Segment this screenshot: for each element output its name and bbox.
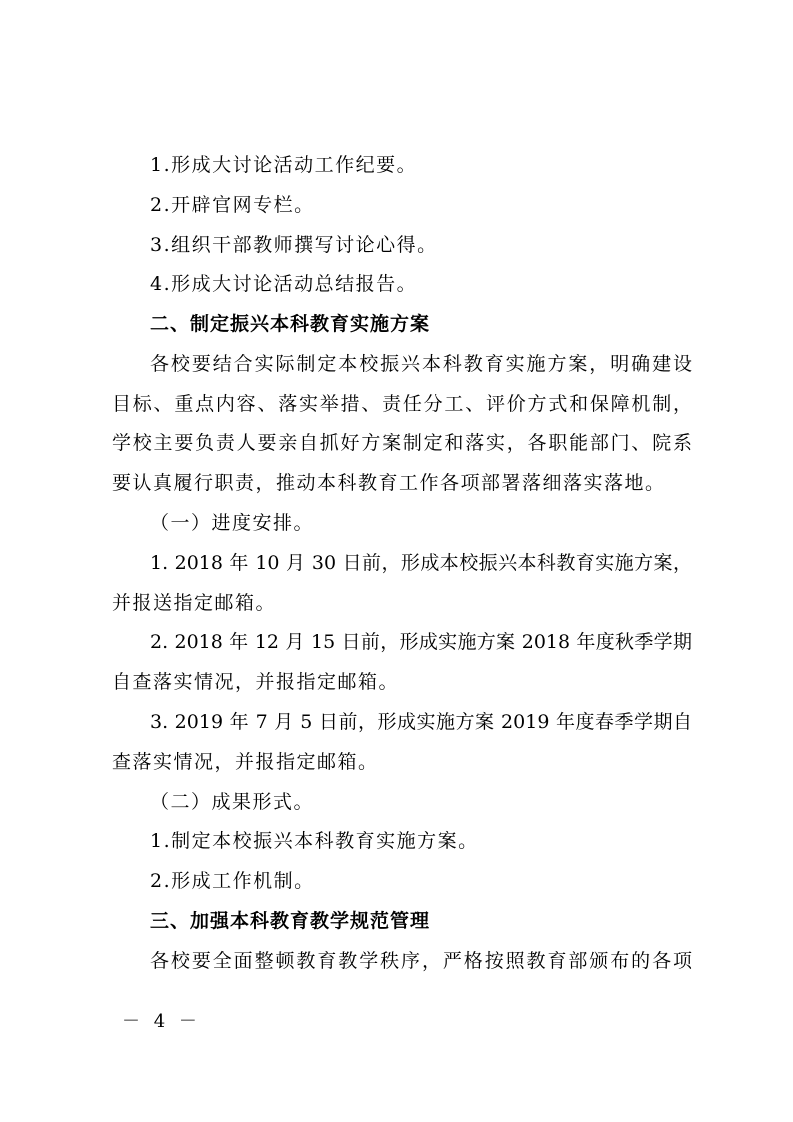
- subsection-heading: （一）进度安排。: [150, 512, 315, 534]
- list-item: 3.组织干部教师撰写讨论心得。: [150, 234, 438, 256]
- paragraph-line: 查落实情况，并报指定邮箱。: [112, 751, 379, 773]
- list-item: 2.开辟官网专栏。: [150, 194, 315, 216]
- list-item: 1.制定本校振兴本科教育实施方案。: [150, 830, 479, 852]
- paragraph-line: 各校要结合实际制定本校振兴本科教育实施方案，明确建设: [150, 353, 692, 375]
- section-heading: 三、加强本科教育教学规范管理: [150, 910, 431, 932]
- paragraph-line: 并报送指定邮箱。: [112, 592, 277, 614]
- paragraph-line: 各校要全面整顿教育教学秩序，严格按照教育部颁布的各项: [150, 950, 692, 972]
- list-item: 2.形成工作机制。: [150, 870, 315, 892]
- section-heading: 二、制定振兴本科教育实施方案: [150, 313, 431, 335]
- paragraph-line: 要认真履行职责，推动本科教育工作各项部署落细落实落地。: [112, 472, 666, 494]
- list-item: 1.形成大讨论活动工作纪要。: [150, 154, 418, 176]
- list-item: 4.形成大讨论活动总结报告。: [150, 273, 418, 295]
- page-number: － 4 －: [122, 1011, 201, 1032]
- subsection-heading: （二）成果形式。: [150, 791, 315, 813]
- paragraph-line: 2. 2018 年 12 月 15 日前，形成实施方案 2018 年度秋季学期: [150, 631, 692, 653]
- paragraph-line: 3. 2019 年 7 月 5 日前，形成实施方案 2019 年度春季学期自: [150, 711, 692, 733]
- paragraph-line: 自查落实情况，并报指定邮箱。: [112, 671, 400, 693]
- paragraph-line: 1. 2018 年 10 月 30 日前，形成本校振兴本科教育实施方案，: [150, 552, 692, 574]
- paragraph-line: 目标、重点内容、落实举措、责任分工、评价方式和保障机制，: [112, 393, 692, 415]
- paragraph-line: 学校主要负责人要亲自抓好方案制定和落实，各职能部门、院系: [112, 432, 692, 454]
